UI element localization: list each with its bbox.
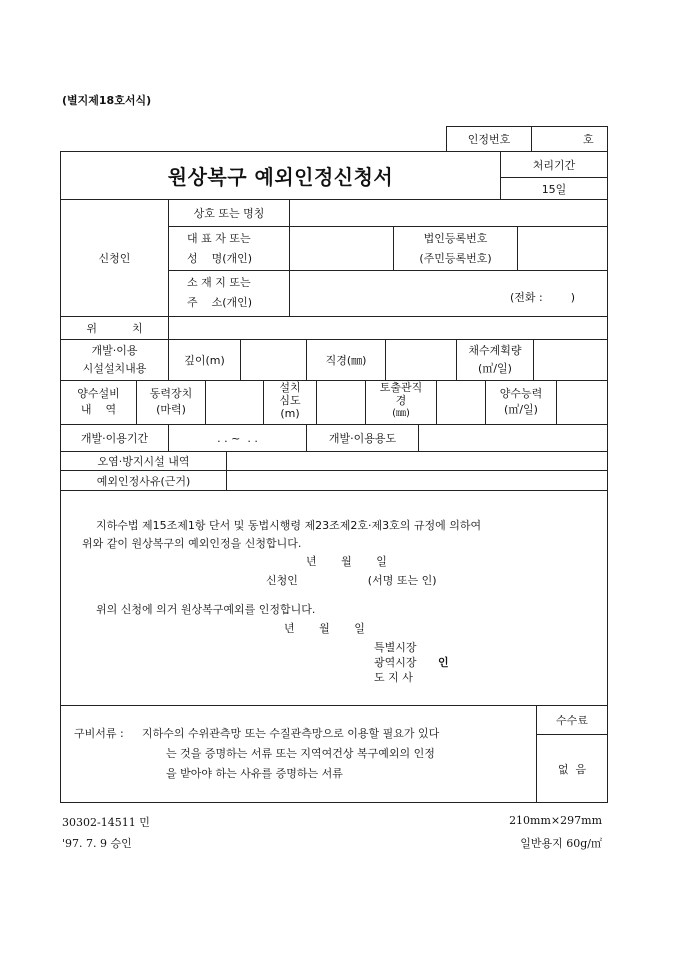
seal-mark: 인 (438, 656, 449, 669)
install-depth-field[interactable] (317, 381, 365, 424)
position-label: 위 치 (86, 322, 143, 335)
reason-field[interactable] (227, 471, 607, 490)
period-value[interactable]: . . ~ . . (217, 431, 258, 445)
form-code: 30302-14511 민 (62, 816, 150, 829)
form-title: 원상복구 예외인정신청서 (167, 165, 394, 189)
documents-line-3: 을 받아야 하는 사유를 증명하는 서류 (166, 767, 343, 780)
planned-volume-label-2: (㎥/일) (478, 362, 512, 375)
depth-field[interactable] (241, 340, 306, 380)
position-field[interactable] (169, 317, 607, 339)
discharge-field[interactable] (437, 381, 485, 424)
approval-number-suffix: 호 (583, 133, 594, 146)
diameter-label: 직경(㎜) (325, 354, 367, 367)
discharge-label-1: 토출관직 (379, 381, 423, 394)
authority-3: 도 지 사 (374, 671, 413, 684)
usage-field[interactable] (419, 425, 607, 451)
fee-value: 없 음 (557, 762, 587, 776)
form-label: (별지제18호서식) (62, 94, 152, 107)
paper-type: 일반용지 60g/㎡ (520, 837, 602, 850)
pump-capacity-field[interactable] (557, 381, 607, 424)
install-depth-label-2: 심도 (279, 394, 301, 407)
pollution-field[interactable] (227, 452, 607, 470)
representative-label-1: 대 표 자 또는 (187, 232, 251, 245)
trade-name-field[interactable] (290, 200, 607, 226)
approval-number-label: 인정번호 (467, 133, 511, 146)
authority-1: 특별시장 (374, 641, 417, 654)
facility-label-2: 시설설치내용 (82, 362, 147, 375)
declaration-line-2: 위와 같이 원상복구의 예외인정을 신청합니다. (82, 537, 302, 550)
approval-date: 년 월 일 (284, 622, 365, 635)
depth-label: 깊이(m) (184, 354, 225, 367)
corp-reg-field[interactable] (518, 227, 607, 270)
power-field[interactable] (206, 381, 263, 424)
power-label-2: (마력) (156, 403, 186, 416)
pump-capacity-label-1: 양수능력 (499, 387, 543, 400)
declaration-date: 년 월 일 (306, 555, 387, 568)
location-label-1: 소 재 지 또는 (187, 276, 251, 289)
form-approval-date: '97. 7. 9 승인 (62, 837, 132, 850)
diameter-field[interactable] (386, 340, 456, 380)
declaration-line-1: 지하수법 제15조제1항 단서 및 동법시행령 제23조제2호·제3호의 규정에 의하여 (96, 519, 482, 532)
discharge-label-3: (㎜) (392, 408, 410, 419)
documents-line-2: 는 것을 증명하는 서류 또는 지역여건상 복구예외의 인정 (166, 747, 435, 760)
location-label-2: 주 소(개인) (187, 296, 253, 309)
reason-label: 예외인정사유(근거) (96, 474, 191, 488)
phone-label: (전화 : ) (510, 291, 576, 304)
corp-reg-label-1: 법인등록번호 (423, 232, 488, 245)
processing-period-value: 15일 (541, 182, 567, 196)
pump-label-1: 양수설비 (77, 387, 120, 400)
power-label-1: 동력장치 (149, 387, 193, 400)
processing-period-label: 처리기간 (532, 158, 576, 172)
approval-line: 위의 신청에 의거 원상복구예외를 인정합니다. (96, 603, 316, 616)
install-depth-label-3: (m) (280, 407, 300, 420)
representative-field[interactable] (290, 227, 393, 270)
install-depth-label-1: 설치 (279, 381, 301, 394)
discharge-label-2: 경 (395, 394, 407, 407)
planned-volume-field[interactable] (534, 340, 607, 380)
trade-name-label: 상호 또는 명칭 (193, 207, 265, 220)
period-label: 개발·이용기간 (80, 432, 149, 445)
representative-label-2: 성 명(개인) (187, 252, 253, 265)
documents-label: 구비서류 : (74, 727, 124, 740)
pump-capacity-label-2: (㎥/일) (504, 403, 538, 416)
pollution-label: 오염·방지시설 내역 (97, 455, 190, 468)
planned-volume-label-1: 채수계획량 (468, 344, 522, 357)
documents-line-1: 지하수의 수위관측망 또는 수질관측망으로 이용할 필요가 있다 (142, 727, 440, 740)
pump-label-2: 내 역 (80, 403, 117, 416)
applicant-label: 신청인 (98, 252, 131, 265)
fee-label: 수수료 (556, 714, 588, 727)
corp-reg-label-2: (주민등록번호) (419, 252, 492, 265)
facility-label-1: 개발·이용 (91, 344, 138, 357)
authority-2: 광역시장 (374, 656, 417, 669)
applicant-signature: 신청인 (서명 또는 인) (266, 574, 437, 587)
usage-label: 개발·이용용도 (328, 432, 397, 445)
paper-size: 210mm×297mm (509, 814, 602, 827)
